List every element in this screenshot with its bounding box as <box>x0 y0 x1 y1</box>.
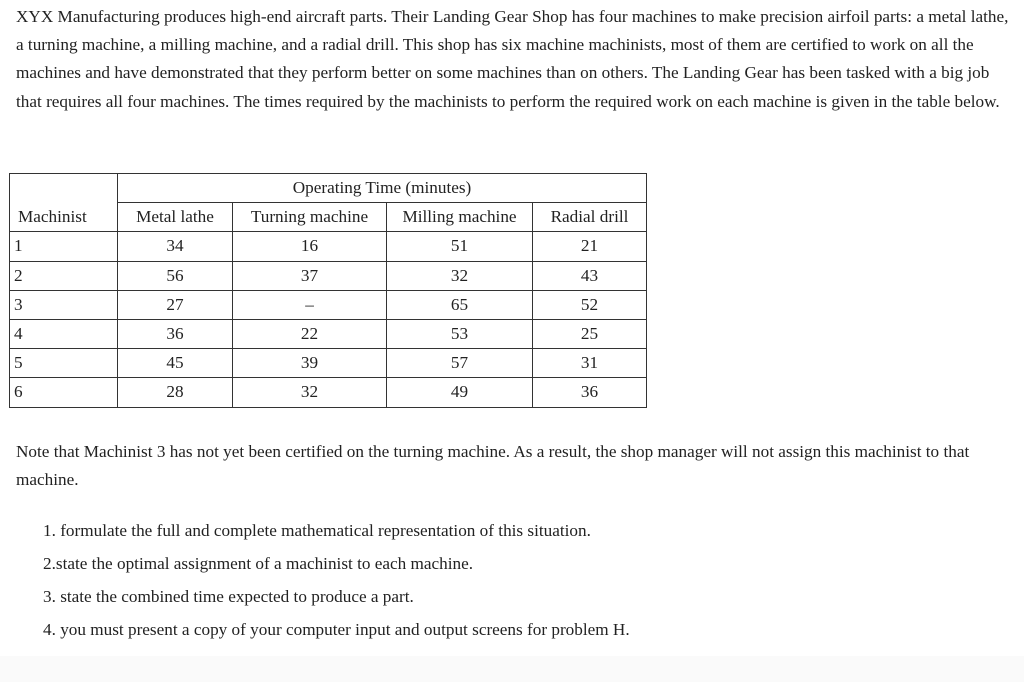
machinist-cell: 3 <box>10 290 118 319</box>
table-row <box>10 290 647 319</box>
table-group-header-row <box>10 174 647 203</box>
metal-lathe-cell: 27 <box>118 290 233 319</box>
table-row <box>10 232 647 261</box>
operating-time-header: Operating Time (minutes) <box>118 174 647 203</box>
turning-machine-cell: 32 <box>233 378 387 407</box>
column-header-metal-lathe: Metal lathe <box>118 203 233 232</box>
turning-machine-cell: – <box>233 290 387 319</box>
machinist-cell: 1 <box>10 232 118 261</box>
turning-machine-cell: 22 <box>233 319 387 348</box>
milling-machine-cell: 51 <box>387 232 533 261</box>
radial-drill-cell: 25 <box>533 319 647 348</box>
turning-machine-cell: 39 <box>233 349 387 378</box>
column-header-machinist: Machinist <box>10 203 118 232</box>
task-item: 4. you must present a copy of your computer input and output screens for problem H. <box>43 620 630 639</box>
milling-machine-cell: 49 <box>387 378 533 407</box>
radial-drill-cell: 31 <box>533 349 647 378</box>
radial-drill-cell: 21 <box>533 232 647 261</box>
table-row <box>10 319 647 348</box>
metal-lathe-cell: 45 <box>118 349 233 378</box>
table-row <box>10 349 647 378</box>
task-item: 1. formulate the full and complete mathematical representation of this situation. <box>43 521 591 540</box>
turning-machine-cell: 16 <box>233 232 387 261</box>
problem-intro: XYX Manufacturing produces high-end aircraft parts. Their Landing Gear Shop has four machines to make precision airfoil parts: a metal lathe, a turning machine, a milling machine, and a radial drill. This shop has six machine machinists, most of them are certified to work on all the machines and have demonstrated that they perform better on some machines than on others. The Landing Gear has been tasked with a big job that requires all four machines. The times required by the machinists to perform the required work on each machine is given in the table below. <box>16 7 1009 111</box>
milling-machine-cell: 65 <box>387 290 533 319</box>
turning-machine-cell: 37 <box>233 261 387 290</box>
radial-drill-cell: 36 <box>533 378 647 407</box>
machinist-cell: 5 <box>10 349 118 378</box>
milling-machine-cell: 57 <box>387 349 533 378</box>
metal-lathe-cell: 56 <box>118 261 233 290</box>
table-row <box>10 261 647 290</box>
milling-machine-cell: 53 <box>387 319 533 348</box>
metal-lathe-cell: 34 <box>118 232 233 261</box>
task-item: 3. state the combined time expected to produce a part. <box>43 587 414 606</box>
column-header-radial-drill: Radial drill <box>533 203 647 232</box>
operating-time-table <box>9 173 647 408</box>
milling-machine-cell: 32 <box>387 261 533 290</box>
machinist-cell: 6 <box>10 378 118 407</box>
machinist-cell: 4 <box>10 319 118 348</box>
certification-note: Note that Machinist 3 has not yet been certified on the turning machine. As a result, the shop manager will not assign this machinist to that machine. <box>16 442 970 490</box>
radial-drill-cell: 43 <box>533 261 647 290</box>
metal-lathe-cell: 36 <box>118 319 233 348</box>
table-column-header-row <box>10 203 647 232</box>
column-header-milling-machine: Milling machine <box>387 203 533 232</box>
table-row <box>10 378 647 407</box>
blank-header-cell <box>10 174 118 203</box>
task-list <box>43 517 630 649</box>
radial-drill-cell: 52 <box>533 290 647 319</box>
machinist-cell: 2 <box>10 261 118 290</box>
task-item: 2.state the optimal assignment of a machinist to each machine. <box>43 554 474 573</box>
column-header-turning-machine: Turning machine <box>233 203 387 232</box>
metal-lathe-cell: 28 <box>118 378 233 407</box>
bottom-band <box>0 656 1024 682</box>
